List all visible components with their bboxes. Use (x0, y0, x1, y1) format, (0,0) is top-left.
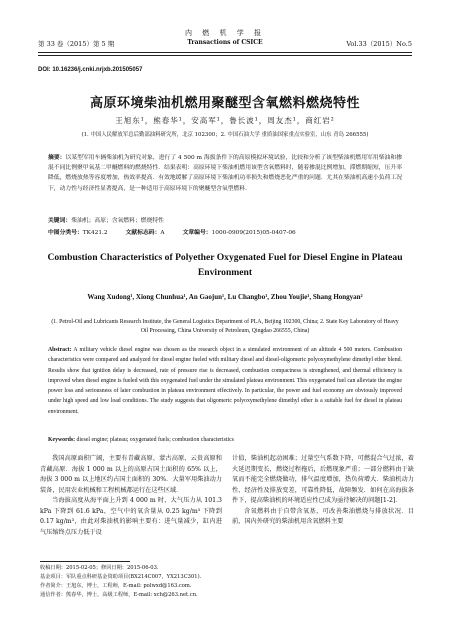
abstract-en (48, 345, 402, 417)
header-rule-thick (38, 52, 412, 53)
body-paragraph: 当海拔高度从海平面上升到 4 000 m 时，大气压力从 101.3 kPa 下降到 61.6 kPa，空气中的氧含量从 0.25 kg/m³ 下降到 0.17 kg/m³，由此对柴油机的影响主要有：进气量减少，缸内进气压缩终点压力低于设 (40, 497, 222, 536)
abstract-en-label: Abstract: (48, 347, 72, 353)
title-cn: 高原环境柴油机燃用聚醚型含氧燃料燃烧特性 (89, 96, 360, 111)
classification-cn (48, 227, 402, 236)
body-column-left (40, 454, 222, 538)
abstract-en-text: A military vehicle diesel engine was chosen as the research object in a simulated environment of an altitude 4 500 meters. Combustion characteristics were compared and analyzed for diesel engine fueled with military diesel and diesel-oligomeric polyoxymethylene dimethyl ether blend. Results show that ignition delay is decreased, rate of pressure rise is decreased, combustion compactness is strengthened, and thermal efficiency is improved when diesel engine is fueled with this oxygenated fuel under the simulated plateau environment. This oxygenated fuel can alleviate the engine power loss and seriousness of later combustion in plateau environment effectively. In particular, the power and fuel economy are obviously improved under high speed and low load conditions. The study suggests that oligomeric polyoxymethylene dimethyl ether is a suitable fuel for diesel in plateau environment. (48, 347, 402, 415)
doc-code-label: 文献标志码： (125, 230, 161, 236)
running-header (38, 28, 412, 50)
keywords-en (48, 437, 402, 443)
header-rule-thin (38, 55, 412, 56)
issue-right: Vol.33（2015）No.5 (346, 40, 412, 48)
footnotes (40, 564, 410, 600)
keywords-cn (48, 215, 402, 224)
issue-left: 第 33 卷（2015）第 5 期 (38, 40, 115, 48)
keywords-cn-text: 柴油机；高原；含氧燃料；燃烧特性 (71, 218, 164, 224)
footnote-rule (40, 561, 130, 562)
body-column-right (232, 454, 414, 528)
doi: DOI: 10.16236/j.cnki.nrjxb.201505057 (38, 67, 143, 73)
keywords-cn-label: 关键词： (48, 218, 72, 224)
authors-cn: 王旭东¹，熊春华¹，安高军¹，鲁长波¹，周友杰¹，商红岩² (115, 116, 335, 125)
clc-label: 中图分类号： (48, 230, 83, 236)
journal-name-cn: 内 燃 机 学 报 (185, 29, 265, 37)
clc-number (48, 227, 108, 236)
article-number-label: 文章编号： (182, 230, 212, 236)
body-paragraph: 计值，柴油机起动困难；过量空气系数下降，可燃混合气过浓，着火延迟期变长，燃烧过程拖后，后燃现象严重；一部分燃料由于缺氧而不能完全燃烧做功，排气温度增加，热负荷增大．柴油机动力性、经济性及排放变差，可靠性降低，故障频发．如何在高海拔条件下，提高柴油机的环境适应性已成为亟待解决的问题[1-2]． (232, 455, 414, 504)
affiliation-en: (1. Petrol-Oil and Lubricants Research Institute, the General Logistics Department of PLA, Beijing 102300, China; 2. State Key Laboratory of Heavy Oil Processing, China University of Petroleum, Qingdao 266555, China) (51, 319, 399, 334)
keywords-en-text: diesel engine; plateau; oxygenated fuels; combustion characteristics (76, 437, 234, 443)
body-paragraph: 我国高原面积广阔，主要有青藏高原、蒙古高原、云贵高原和青藏高原．海拔 1 000 m 以上的高原占国土面积的 65% 以上，海拔 3 000 m 以上地区约占国土面积的 30%．大量军用柴油动力装备，民用农业机械和工程机械都运行在这些区域． (40, 455, 222, 494)
authors-en: Wang Xudong¹, Xiong Chunhua¹, An Gaojun¹, Lu Changbo¹, Zhou Youjie¹, Shang Hongyan² (87, 293, 363, 301)
journal-name-en: Transactions of CSICE (187, 39, 263, 46)
article-number-value: 1000-0909(2015)05-0407-06 (211, 230, 296, 236)
doc-code (126, 227, 165, 236)
footnote-received: 收稿日期：2015-02-05；修回日期：2015-06-03. (40, 565, 159, 571)
title-en: Combustion Characteristics of Polyether Oxygenated Fuel for Diesel Engine in Plateau Environment (47, 252, 403, 278)
keywords-en-label: Keywords: (48, 437, 76, 443)
abstract-cn (48, 153, 402, 194)
affiliation-cn: (1. 中国人民解放军总后勤部油料研究所，北京 102300；2. 中国石油大学 重质油国家重点实验室，山东 青岛 266555) (81, 132, 369, 138)
abstract-cn-label: 摘要： (48, 155, 66, 161)
abstract-cn-text: 以某型军用车辆柴油机为研究对象，进行了 4 500 m 海拔条件下的高原模拟环境试验，比较和分析了该型柴油机燃用军用柴油和掺混不同比例聚甲氧基二甲醚燃料的燃烧特性．结果表明：高原环境下柴油机燃用该型含氧燃料时，随着掺混比例增加，滞燃期缩短，压升率降低，燃烧放热等容度增加，热效率提高．有效地缓解了高原环境下柴油机功率损失和燃烧恶化严重的问题．尤其在柴油机高速小负荷工况下，动力性与经济性显著提高，是一种适用于高原环境下的聚醚型含氧型燃料. (48, 155, 402, 192)
doc-code-value: A (160, 230, 165, 236)
footnote-author: 作者简介：王旭东，博士，工程师，E-mail: polwxd@163.com. (40, 583, 192, 589)
clc-value: TK421.2 (82, 230, 108, 236)
footnote-fund: 基金项目：军队重点科研基金资助项目(BX214C007，YX213C301). (40, 574, 202, 580)
body-paragraph: 含氧燃料由于自带含氧基，可改善柴油燃烧与排放状况．目前，国内外研究的柴油机用含氧燃料主要 (232, 507, 414, 525)
footnote-corresponding: 通信作者：熊春华，博士，高级工程师，E-mail: xch@263.net.cn. (40, 592, 198, 598)
article-number (183, 227, 296, 236)
